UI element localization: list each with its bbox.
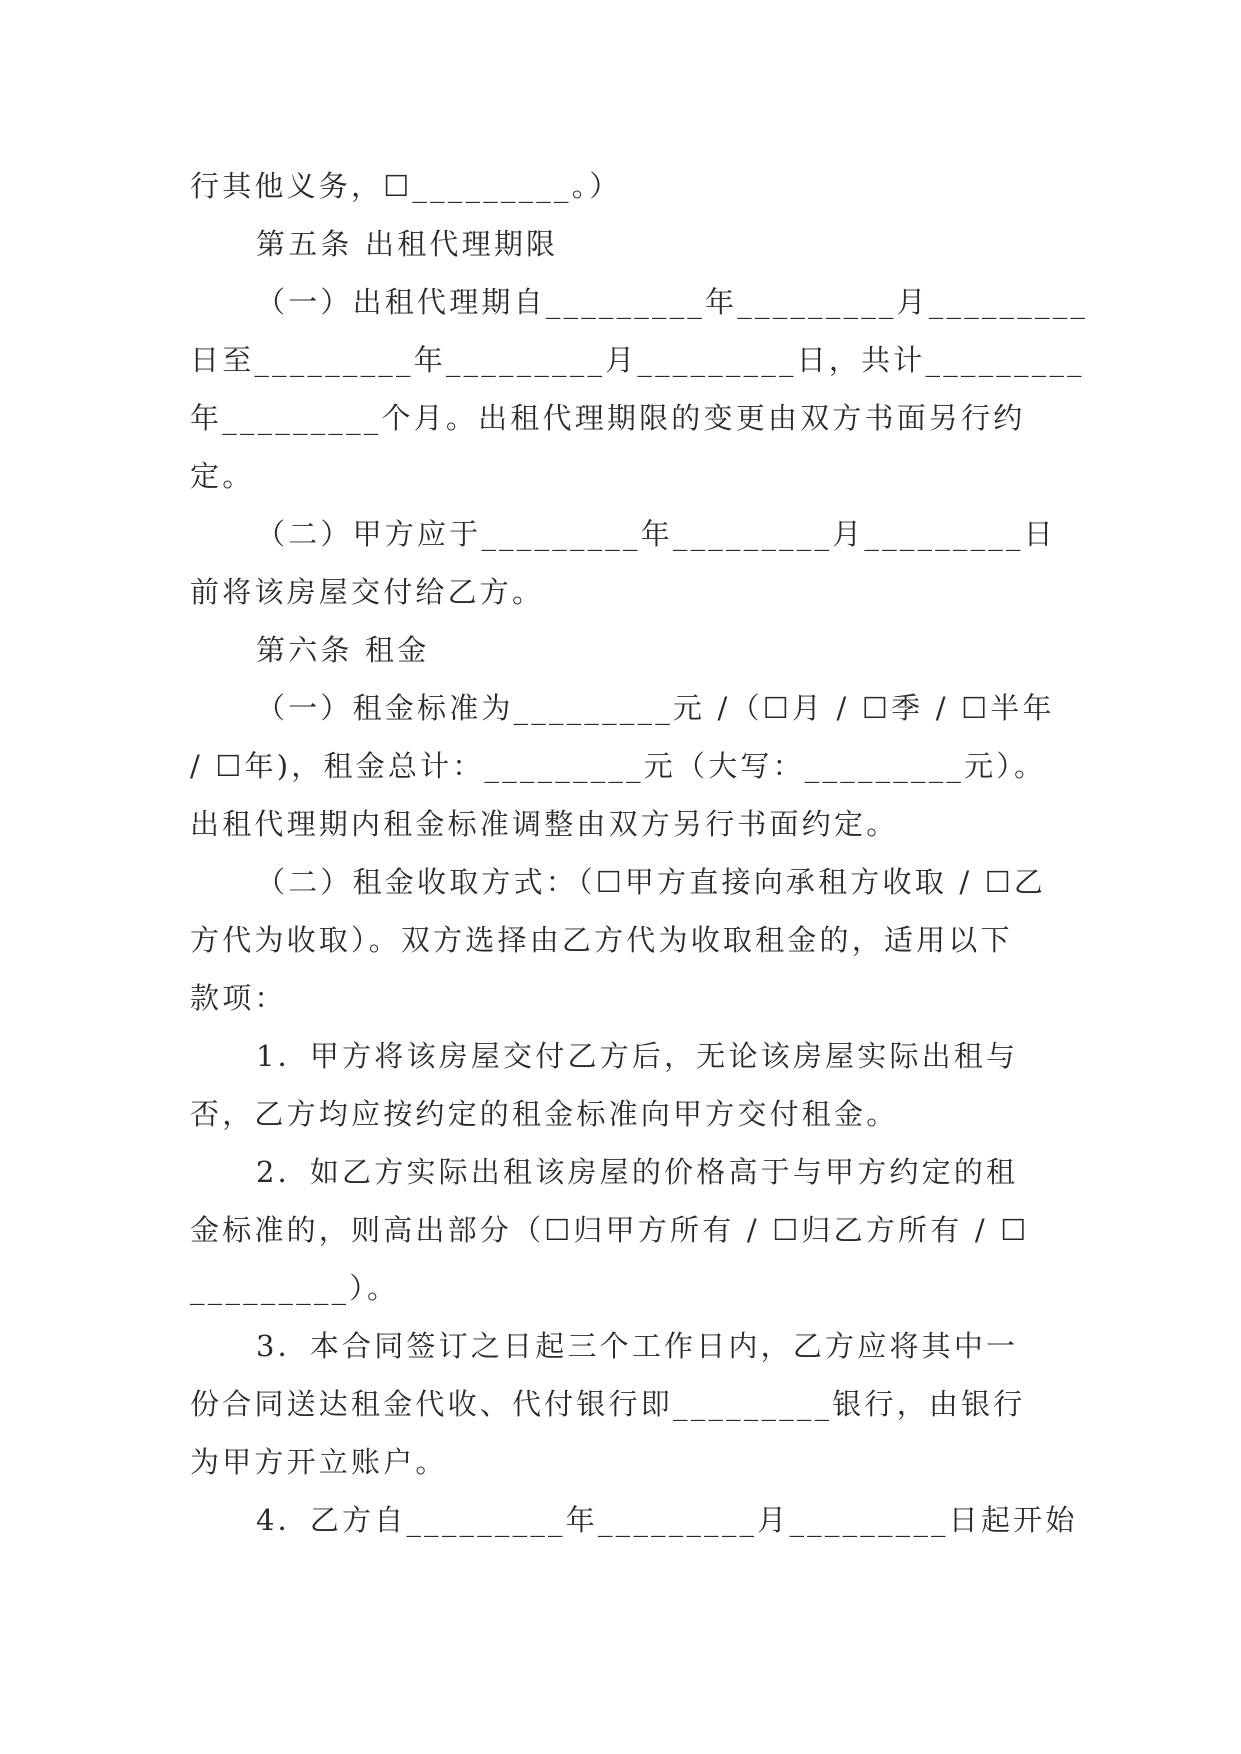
text-line: 定。	[190, 459, 255, 493]
text-line: 否，乙方均应按约定的租金标准向甲方交付租金。	[190, 1097, 899, 1131]
text-line: 方代为收取）。双方选择由乙方代为收取租金的，适用以下	[190, 923, 1013, 957]
text-line: （一）出租代理期自_________年_________月_________	[256, 285, 1089, 319]
text-line: 份合同送达租金代收、代付银行即_________银行，由银行	[190, 1387, 1026, 1421]
text-line: 出租代理期内租金标准调整由双方另行书面约定。	[190, 807, 899, 841]
text-line: 日至_________年_________月_________日，共计_________	[190, 343, 1085, 377]
text-line: 款项：	[190, 981, 287, 1015]
text-line: 1．甲方将该房屋交付乙方后，无论该房屋实际出租与	[256, 1039, 1019, 1073]
text-line: 年_________个月。出租代理期限的变更由双方书面另行约	[190, 401, 1026, 435]
text-line: 2．如乙方实际出租该房屋的价格高于与甲方约定的租	[256, 1155, 1019, 1189]
text-line: （二）租金收取方式：（☐甲方直接向承租方收取 / ☐乙	[256, 865, 1047, 899]
text-line: 前将该房屋交付给乙方。	[190, 575, 545, 609]
text-line: 为甲方开立账户。	[190, 1445, 448, 1479]
text-line: 金标准的，则高出部分（☐归甲方所有 / ☐归乙方所有 / ☐	[190, 1213, 1030, 1247]
text-line: （一）租金标准为_________元 /（☐月 / ☐季 / ☐半年	[256, 691, 1055, 725]
text-line: 3．本合同签订之日起三个工作日内，乙方应将其中一	[256, 1329, 1019, 1363]
text-line: 行其他义务，☐_________。）	[190, 169, 622, 203]
text-line: _________）。	[190, 1271, 400, 1305]
article-6-heading: 第六条 租金	[256, 633, 430, 667]
text-line: （二）甲方应于_________年_________月_________日	[256, 517, 1056, 551]
text-line: / ☐年)，租金总计：_________元（大写：_________元）。	[190, 749, 1047, 783]
text-line: 4．乙方自_________年_________月_________日起开始	[256, 1503, 1078, 1537]
article-5-heading: 第五条 出租代理期限	[256, 227, 559, 261]
